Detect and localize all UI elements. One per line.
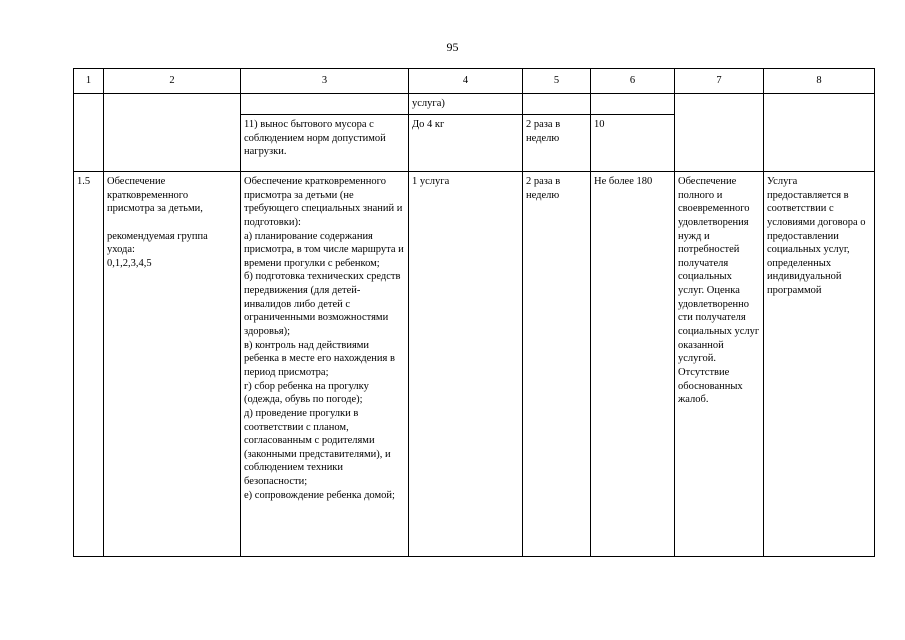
row11-frequency: 2 раза в неделю [523, 115, 591, 172]
cont-col8 [764, 94, 875, 172]
row15-description: Обеспечение кратковременного присмотра за детьми (не требующего специальных знаний и подготовки): а) планирование содержания присмотра, в том числе маршрута и времени прогулки с ребенком; б) подготовка технических средств передвижения (для детей-инвалидов либо детей с ограниченными возможностями здоровья); в) контроль над действиями ребенка в месте его нахождения в период присмотра; г) сбор ребенка на прогулку (одежда, обувь по погоде); д) проведение прогулки в соответствии с планом, согласованным с родителями (законными представителями), и соблюдением техники безопасности; е) сопровождение ребенка домой; [241, 172, 409, 557]
header-cell-2: 2 [104, 69, 241, 94]
cont-col2 [104, 94, 241, 172]
row-1-5 [74, 172, 875, 557]
row15-quality: Обеспечение полного и своевременного удовлетворения нужд и потребностей получателя социальных услуг. Оценка удовлетворенно сти получателя социальных услуг оказанной услугой. Отсутствие обоснованных жалоб. [675, 172, 764, 557]
row15-time: Не более 180 [591, 172, 675, 557]
page-number: 95 [446, 40, 459, 54]
row11-description: 11) вынос бытового мусора с соблюдением норм допустимой нагрузки. [241, 115, 409, 172]
row15-service-name: Обеспечение кратковременного присмотра за детьми, рекомендуемая группа ухода: 0,1,2,3,4,5 [104, 172, 241, 557]
cont-col7 [675, 94, 764, 172]
row15-number: 1.5 [74, 172, 104, 557]
header-cell-1: 1 [74, 69, 104, 94]
row11-time: 10 [591, 115, 675, 172]
header-cell-3: 3 [241, 69, 409, 94]
row15-unit: 1 услуга [409, 172, 523, 557]
header-row [74, 69, 875, 94]
continuation-row-top [74, 94, 875, 115]
header-cell-7: 7 [675, 69, 764, 94]
cont-col6-top [591, 94, 675, 115]
row11-volume: До 4 кг [409, 115, 523, 172]
row15-conditions: Услуга предоставляется в соответствии с условиями договора о предоставлении социальных услуг, определенных индивидуальной программой [764, 172, 875, 557]
services-table [73, 68, 875, 557]
cont-col1 [74, 94, 104, 172]
row15-frequency: 2 раза в неделю [523, 172, 591, 557]
header-cell-6: 6 [591, 69, 675, 94]
header-cell-4: 4 [409, 69, 523, 94]
cont-col5-top [523, 94, 591, 115]
header-cell-5: 5 [523, 69, 591, 94]
cont-col4-top: услуга) [409, 94, 523, 115]
cont-col3-top [241, 94, 409, 115]
header-cell-8: 8 [764, 69, 875, 94]
